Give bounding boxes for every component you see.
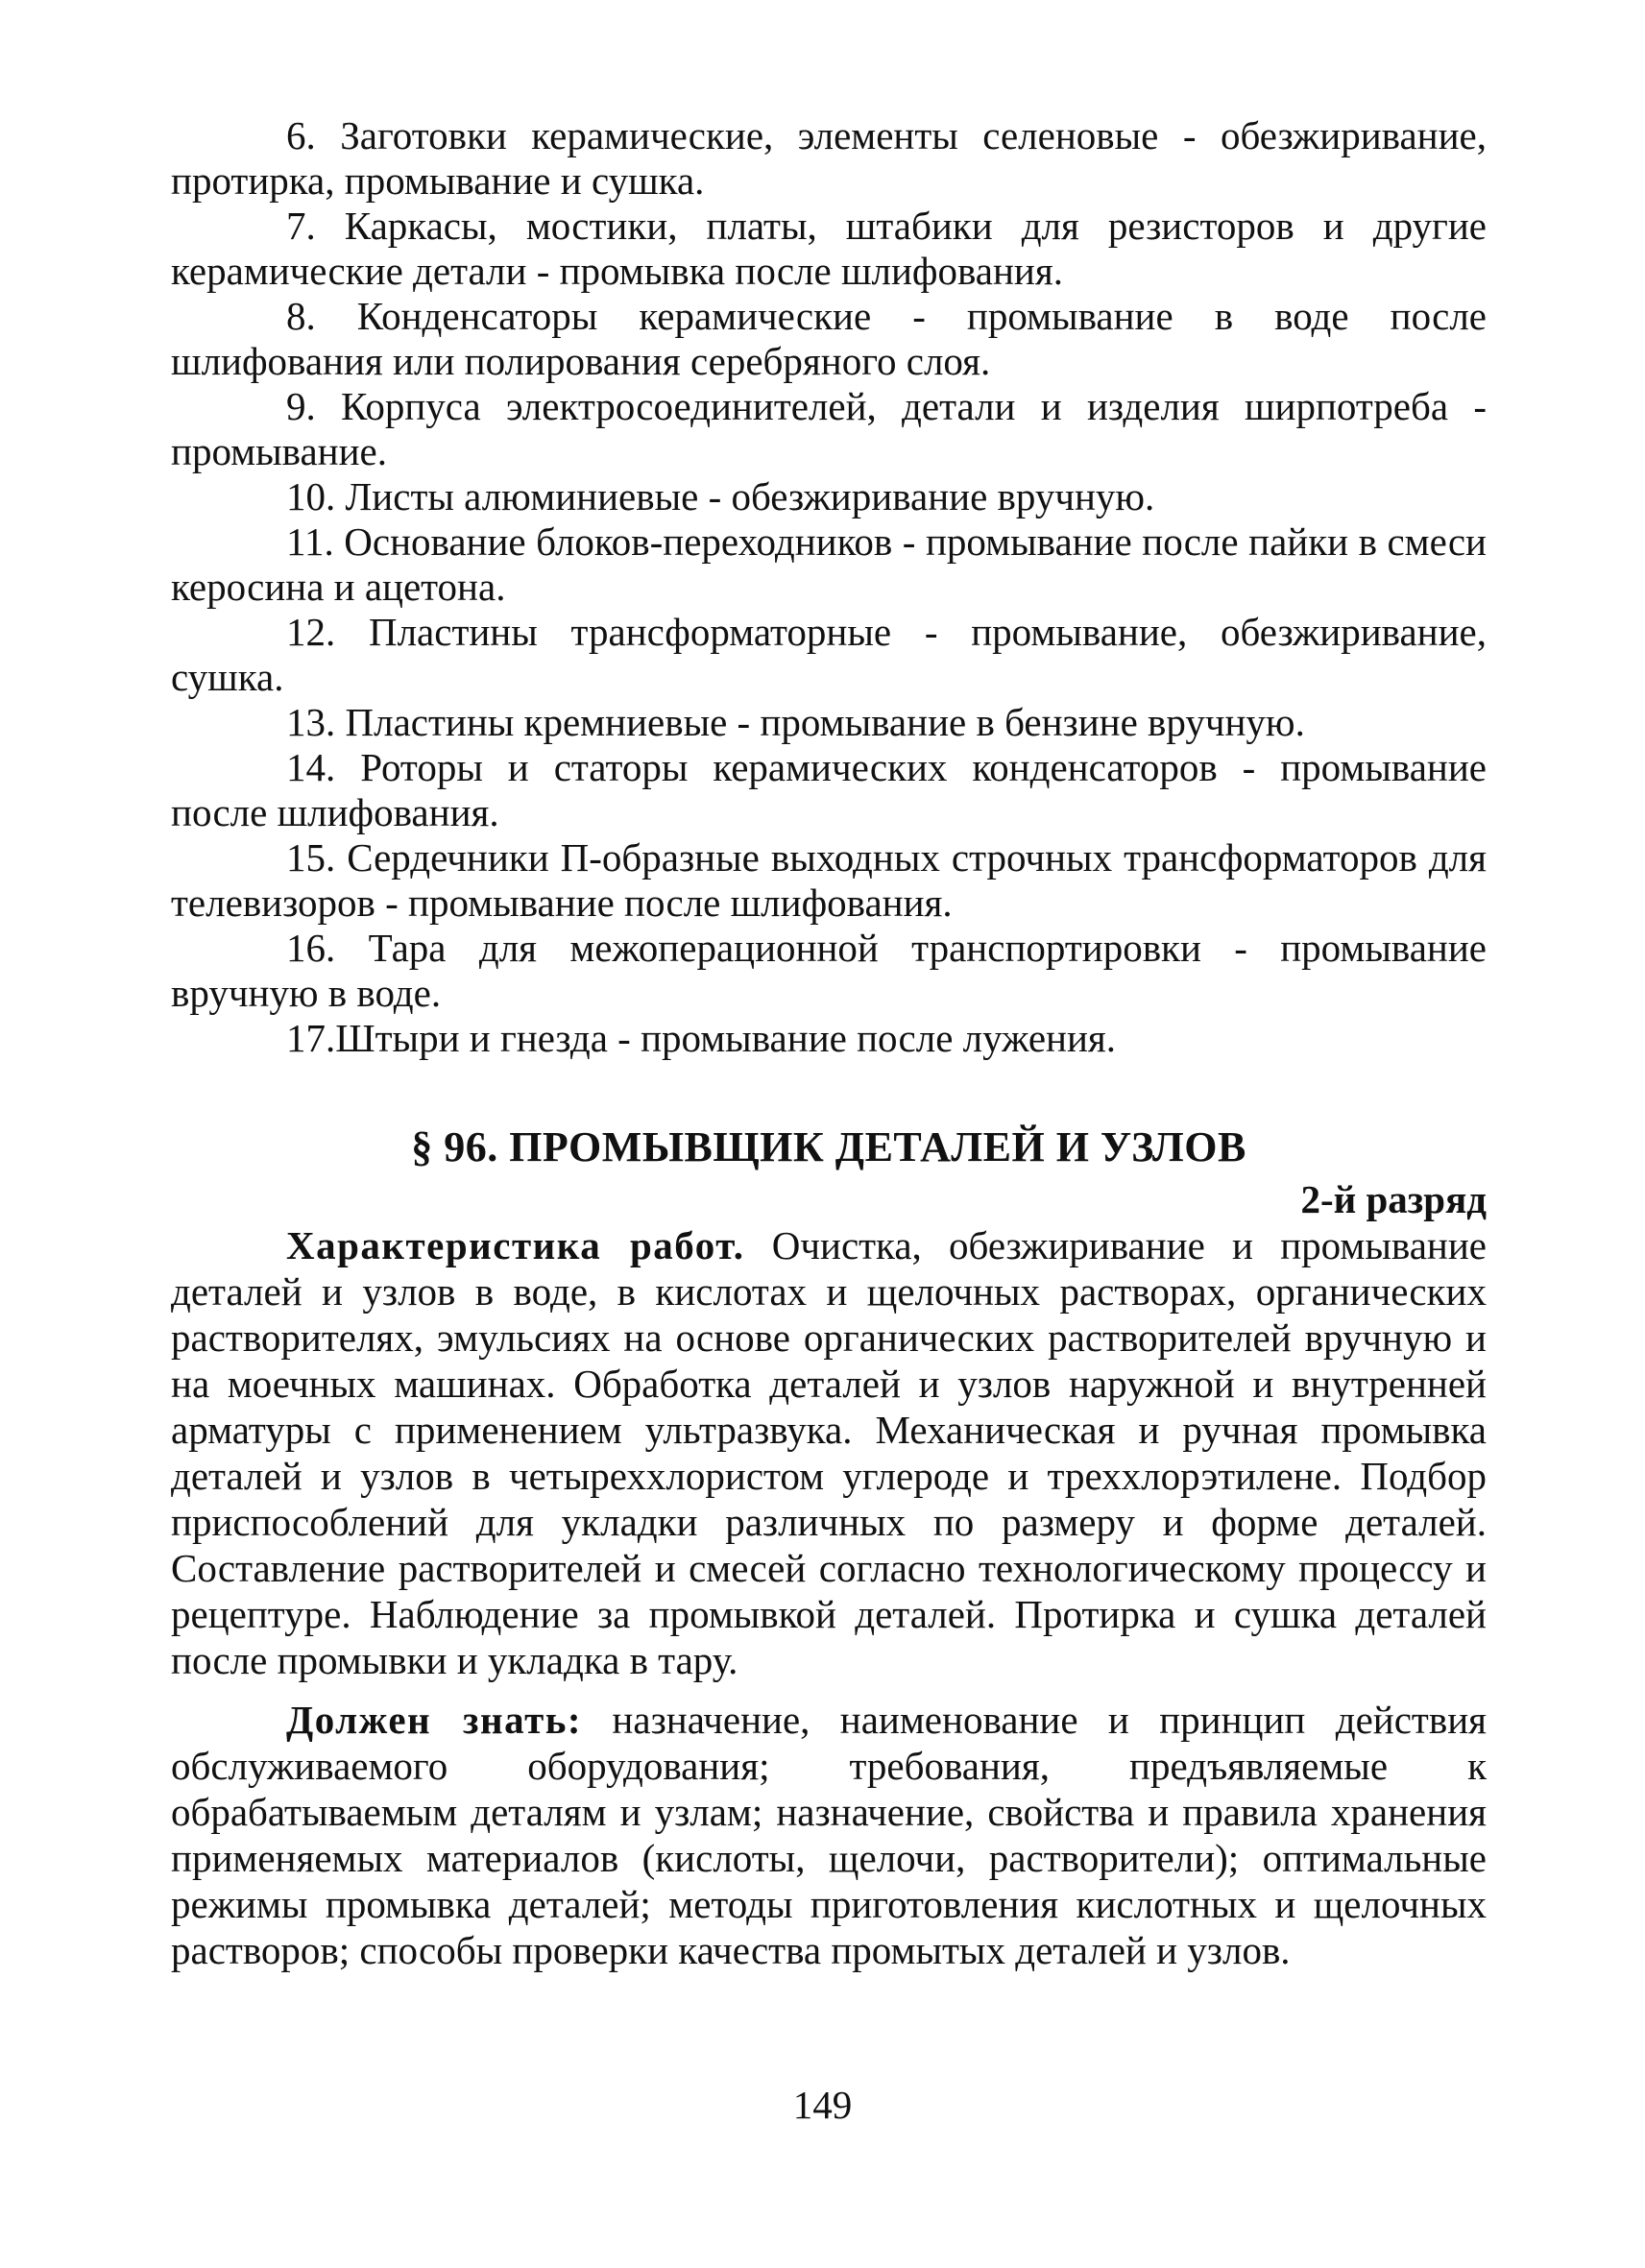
list-item: 13. Пластины кремниевые - промывание в бензине вручную. <box>286 700 1305 744</box>
characteristics-text: Очистка, обезжиривание и промывание деталей и узлов в воде, в кислотах и щелочных растворах, органических растворителях, эмульсиях на основе органических растворителей вручную и на моечных машинах. Обработка деталей и узлов наружной и внутренней арматуры с применением ультразвука. Механическая и ручная промывка деталей и узлов в четыреххлористом углероде и трехxлорэтилене. Подбор приспособлений для укладки различных по размеру и форме деталей. Составление растворителей и смесей согласно технологическому процессу и рецептуре. Наблюдение за промывкой деталей. Протирка и сушка деталей после промывки и укладка в тару. <box>171 1223 1487 1682</box>
list-item: 12. Пластины трансформаторные - промывание, обезжиривание, сушка. <box>171 610 1487 699</box>
list-item: 8. Конденсаторы керамические - промывание в воде после шлифования или полирования серебряного слоя. <box>171 294 1487 383</box>
knowledge-label: Должен знать: <box>286 1698 583 1742</box>
list-item: 14. Роторы и статоры керамических конденсаторов - промывание после шлифования. <box>171 745 1487 834</box>
list-item: 15. Сердечники П-образные выходных строчных трансформаторов для телевизоров - промывание после шлифования. <box>171 835 1487 925</box>
characteristics-label: Характеристика работ. <box>286 1223 745 1267</box>
section-title: § 96. ПРОМЫВЩИК ДЕТАЛЕЙ И УЗЛОВ <box>411 1123 1246 1170</box>
list-item: 6. Заготовки керамические, элементы селеновые - обезжиривание, протирка, промывание и сушка. <box>171 113 1487 203</box>
knowledge-paragraph <box>171 1697 1487 1973</box>
item-list <box>171 113 1487 1061</box>
characteristics-paragraph <box>171 1222 1487 1683</box>
list-item: 9. Корпуса электросоединителей, детали и изделия ширпотреба - промывание. <box>171 384 1487 473</box>
list-item: 11. Основание блоков-переходников - промывание после пайки в смеси керосина и ацетона. <box>171 519 1487 609</box>
list-item: 7. Каркасы, мостики, платы, штабики для резисторов и другие керамические детали - промывка после шлифования. <box>171 204 1487 293</box>
list-item: 16. Тара для межоперационной транспортировки - промывание вручную в воде. <box>171 926 1487 1015</box>
grade-label: 2-й разряд <box>1300 1177 1487 1221</box>
list-item: 17.Штыри и гнезда - промывание после лужения. <box>286 1016 1117 1060</box>
page-number: 149 <box>792 2083 853 2127</box>
list-item: 10. Листы алюминиевые - обезжиривание вручную. <box>286 474 1155 519</box>
page-body <box>171 113 1487 1973</box>
knowledge-text: назначение, наименование и принцип действия обслуживаемого оборудования; требования, предъявляемые к обрабатываемым деталям и узлам; назначение, свойства и правила хранения применяемых материалов (кислоты, щелочи, растворители); оптимальные режимы промывка деталей; методы приготовления кислотных и щелочных растворов; способы проверки качества промытых деталей и узлов. <box>171 1698 1487 1972</box>
